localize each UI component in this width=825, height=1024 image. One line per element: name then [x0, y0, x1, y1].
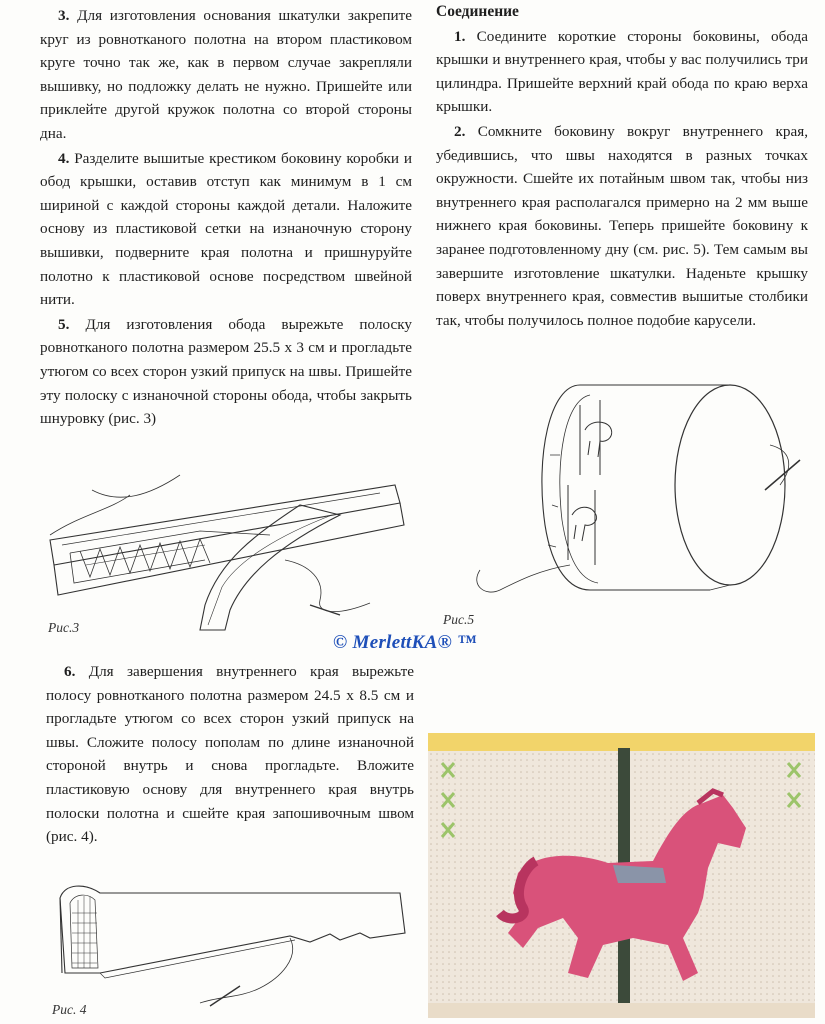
- left-column-text: [40, 4, 412, 432]
- watermark: © MerlettKA® ™: [333, 632, 477, 653]
- join-step-1: 1. Соедините короткие стороны боковины, обода крышки и внутреннего края, чтобы у вас получились три цилиндра. Пришейте верхний край обода по краю верха крышки.: [436, 27, 808, 116]
- figure-5-caption: Рис.5: [443, 612, 475, 627]
- step-6: 6. Для завершения внутреннего края вырежьте полосу ровнотканого полотна размером 24.5 х 8.5 см и прогладьте утюгом со всех сторон узкий припуск на швы. Сложите полосу пополам по длине изнаночной стороной внутрь и снова прогладьте. Вложите пластиковую основу для внутреннего края внутрь полоски полотна и сшейте края запошивочным швом (рис. 4).: [46, 663, 414, 846]
- join-step-2: 2. Сомкните боковину вокруг внутреннего края, убедившись, что швы находятся в разных точках окружности. Сшейте их потайным швом так, чтобы низ внутреннего края располагался примерно на 2 мм выше нижнего края боковины. Теперь пришейте боковину к заранее подготовленному дну (см. рис. 5). Тем самым вы завершите изготовление шкатулки. Наденьте крышку поверх внутреннего края, совместив вышитые столбики так, чтобы получилось полное подобие карусели.: [436, 122, 809, 329]
- step-3: 3. Для изготовления основания шкатулки закрепите круг из ровнотканого полотна на втором пластиковом круге точно так же, как в первом случае закрепляли вышивку, но подложку делать не нужно. Пришейте или приклейте другой кружок полотна со второй стороны дна.: [40, 7, 412, 142]
- step-5: 5. Для изготовления обода вырежьте полоску ровнотканого полотна размером 25.5 х 3 см и прогладьте утюгом со всех сторон узкий припуск на швы. Пришейте эту полоску с изнаночной стороны обода, чтобы закрыть шнуровку (рис. 3): [40, 315, 412, 428]
- step-6-text: [46, 660, 414, 850]
- figure-3-illustration: [40, 465, 425, 640]
- figure-5-illustration: [440, 365, 815, 615]
- step-4: 4. Разделите вышитые крестиком боковину коробки и обод крышки, оставив отступ как минимум в 1 см шириной с каждой стороны каждой детали. Наложите основу из пластиковой сетки на изнаночную сторону вышивки, подверните края полотна и пришнуруйте полотно к пластиковой основе посредством швейной нити.: [40, 149, 413, 309]
- figure-4-illustration: [40, 878, 425, 1018]
- section-heading: Соединение: [436, 3, 519, 20]
- right-column-text: [436, 0, 808, 333]
- figure-4-caption: Рис. 4: [52, 1002, 87, 1017]
- cross-stitch-horse-photo: [428, 733, 815, 1018]
- figure-3-caption: Рис.3: [48, 620, 80, 635]
